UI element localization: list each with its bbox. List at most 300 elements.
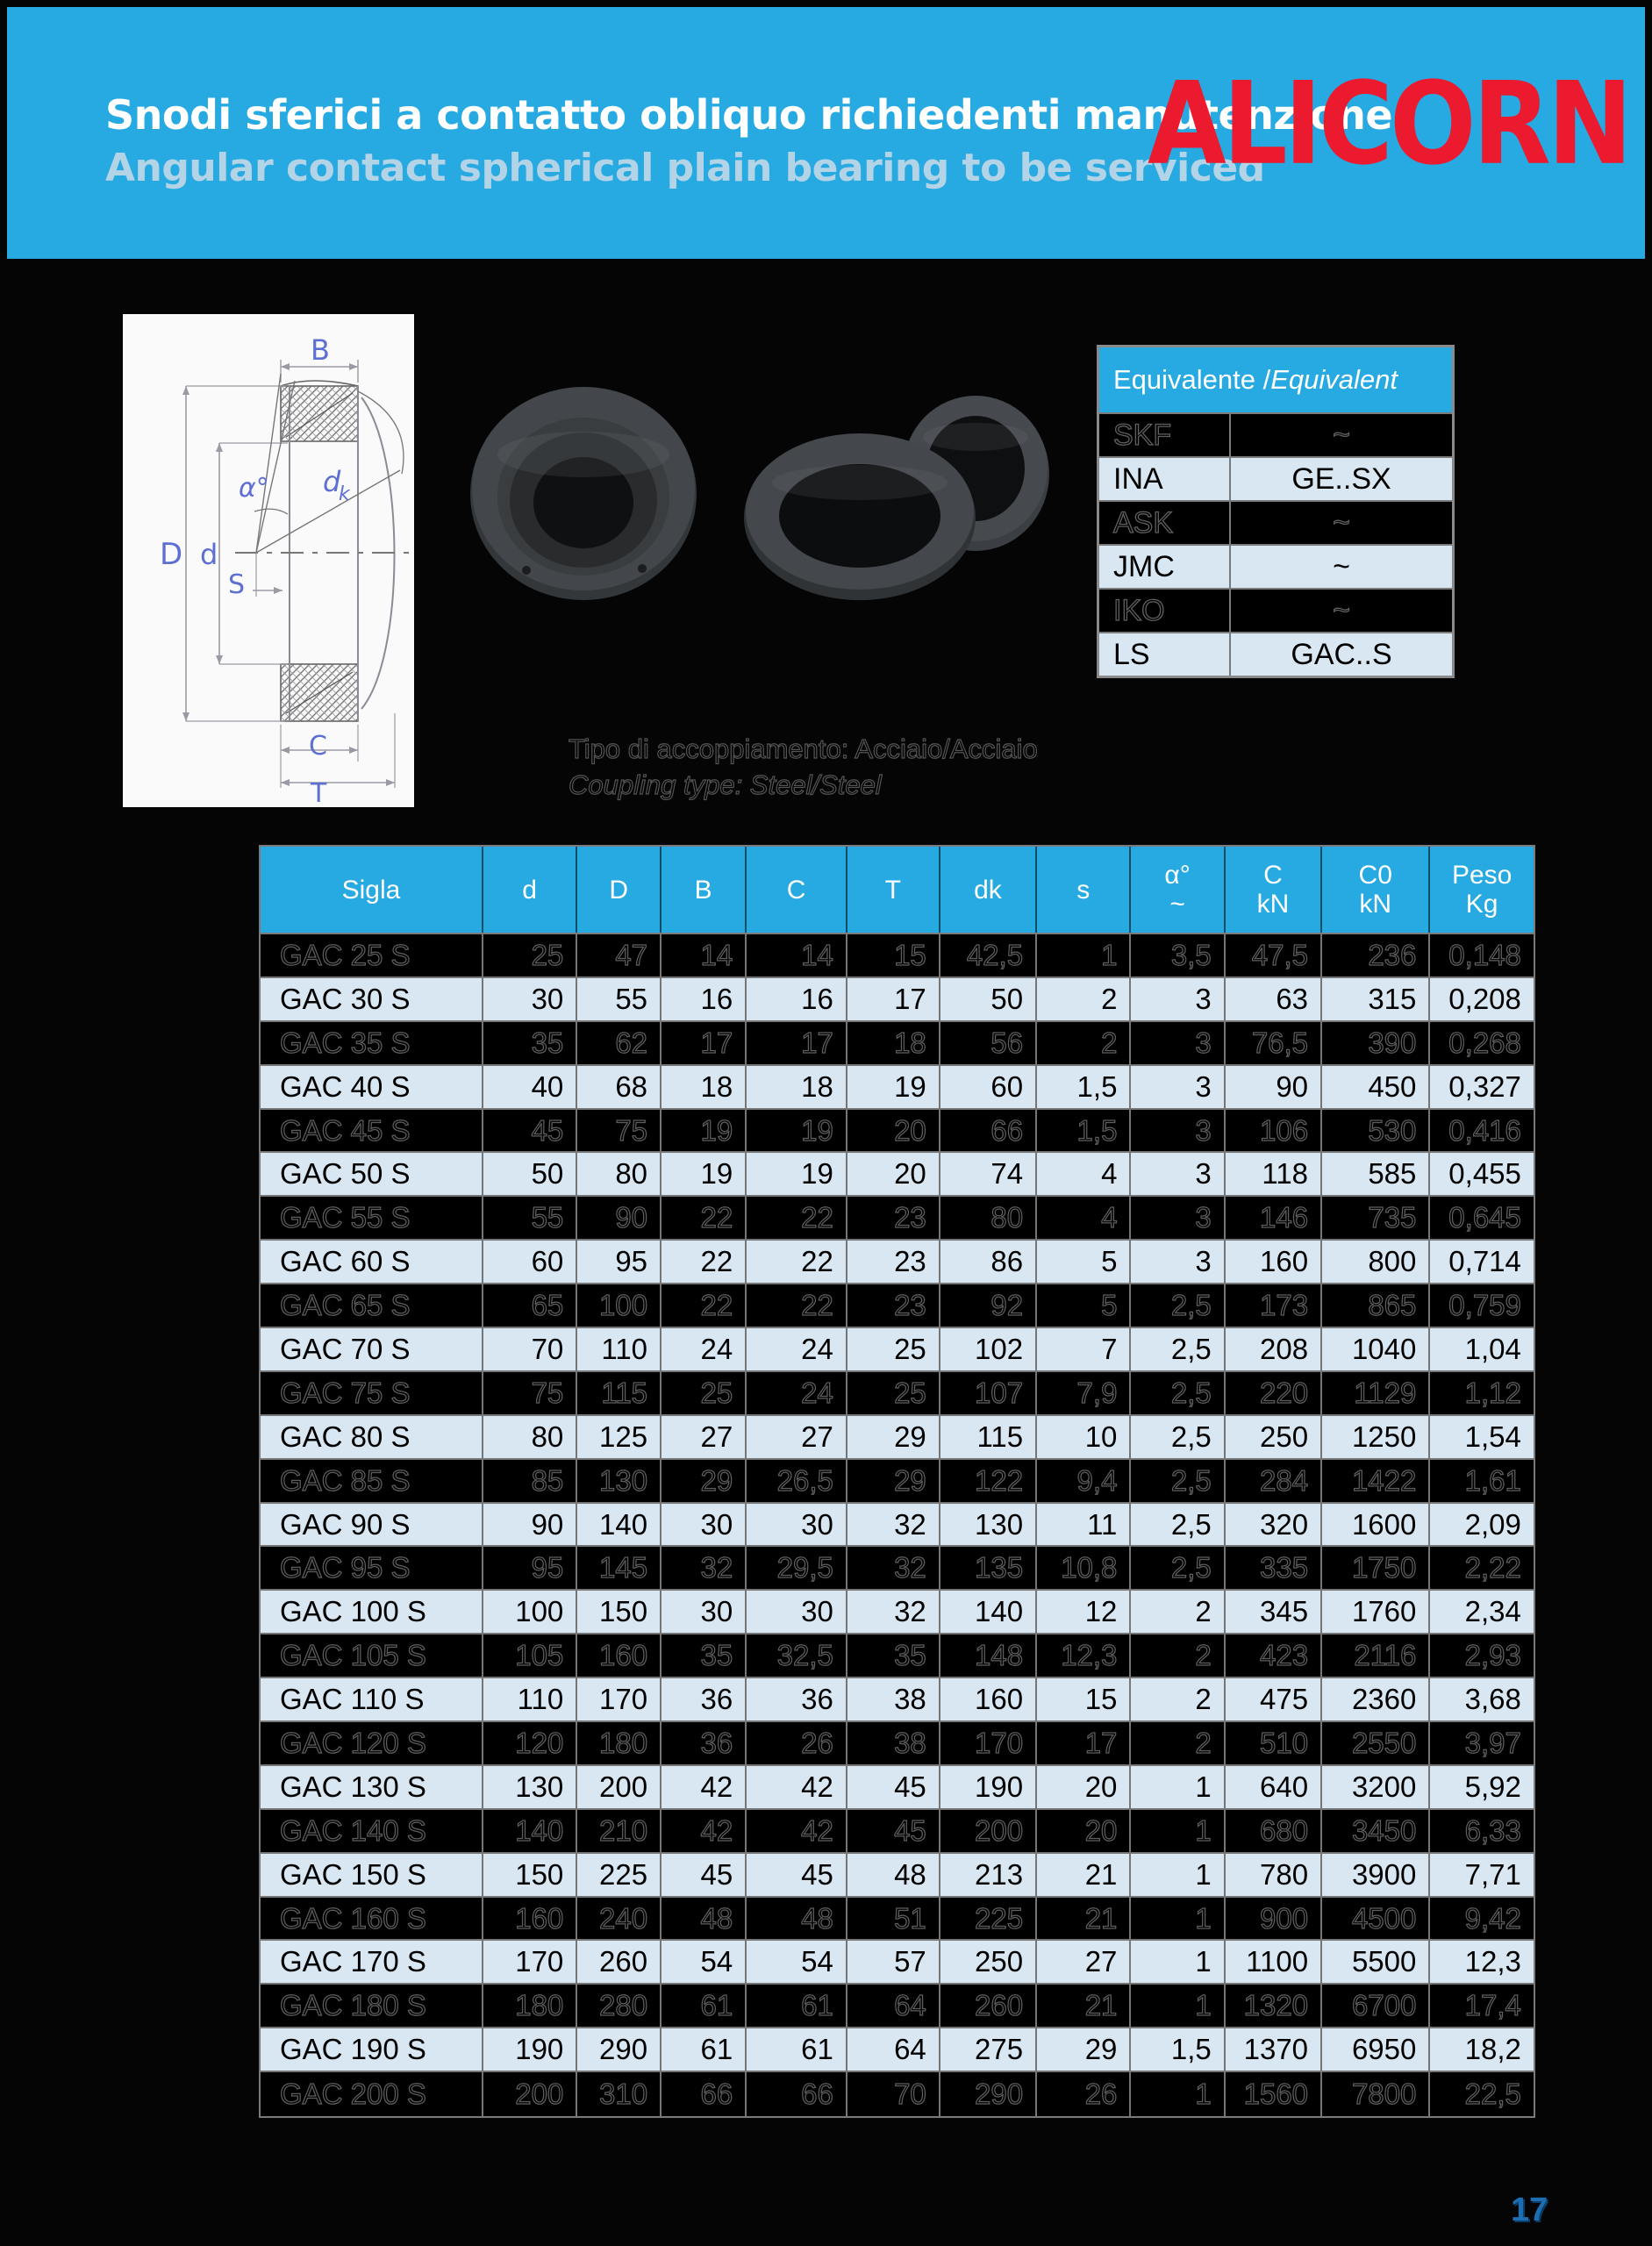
cell-D: 68 xyxy=(577,1066,662,1110)
cell-c-kn: 106 xyxy=(1226,1110,1322,1154)
cell-dk: 115 xyxy=(940,1416,1037,1460)
cell-d: 40 xyxy=(483,1066,577,1110)
brand-name: LS xyxy=(1099,633,1231,676)
cell-alpha: 2 xyxy=(1131,1634,1225,1678)
bearing-photo-rings xyxy=(744,396,1049,600)
cell-peso: 2,93 xyxy=(1430,1634,1534,1678)
dim-label-dk: d xyxy=(323,465,341,498)
cell-c-kn: 345 xyxy=(1226,1591,1322,1634)
cell-alpha: 1 xyxy=(1131,1985,1225,2028)
cell-B: 14 xyxy=(662,934,747,978)
technical-drawing xyxy=(123,314,414,807)
cell-s: 20 xyxy=(1037,1810,1131,1854)
coupling-type-english: Coupling type: Steel/Steel xyxy=(569,769,882,800)
column-header-alpha: α° ~ xyxy=(1131,847,1225,933)
table-row xyxy=(261,1504,1534,1548)
cell-dk: 107 xyxy=(940,1372,1037,1416)
cell-sigla: GAC 170 S xyxy=(261,1941,483,1985)
cell-sigla: GAC 50 S xyxy=(261,1153,483,1197)
cell-c-kn: 118 xyxy=(1226,1153,1322,1197)
table-row xyxy=(261,1241,1534,1284)
cell-d: 95 xyxy=(483,1547,577,1591)
table-row xyxy=(261,1153,1534,1197)
cell-alpha: 3 xyxy=(1131,1066,1225,1110)
cell-dk: 86 xyxy=(940,1241,1037,1284)
table-row xyxy=(261,1066,1534,1110)
cell-T: 29 xyxy=(847,1460,940,1504)
cell-c0-kn: 5500 xyxy=(1322,1941,1430,1985)
equivalent-code: ~ xyxy=(1333,549,1350,583)
cell-s: 12,3 xyxy=(1037,1634,1131,1678)
cell-d: 60 xyxy=(483,1241,577,1284)
table-row xyxy=(261,1722,1534,1766)
cell-C: 22 xyxy=(747,1241,847,1284)
cell-T: 51 xyxy=(847,1898,940,1942)
cell-d: 75 xyxy=(483,1372,577,1416)
cell-sigla: GAC 140 S xyxy=(261,1810,483,1854)
table-row xyxy=(261,978,1534,1022)
brand-name: INA xyxy=(1099,458,1231,500)
column-header-sigla: Sigla xyxy=(261,847,483,933)
cell-T: 48 xyxy=(847,1854,940,1898)
cell-peso: 0,327 xyxy=(1430,1066,1534,1110)
cell-B: 24 xyxy=(662,1328,747,1372)
cell-sigla: GAC 100 S xyxy=(261,1591,483,1634)
cell-s: 29 xyxy=(1037,2028,1131,2072)
cell-c-kn: 173 xyxy=(1226,1284,1322,1328)
cell-T: 64 xyxy=(847,2028,940,2072)
cell-B: 45 xyxy=(662,1854,747,1898)
cell-D: 170 xyxy=(577,1678,662,1722)
cell-c-kn: 423 xyxy=(1226,1634,1322,1678)
table-row xyxy=(261,1854,1534,1898)
table-row xyxy=(261,1022,1534,1066)
cell-alpha: 2 xyxy=(1131,1678,1225,1722)
cell-d: 70 xyxy=(483,1328,577,1372)
cell-alpha: 1 xyxy=(1131,2072,1225,2116)
cell-c-kn: 284 xyxy=(1226,1460,1322,1504)
cell-dk: 225 xyxy=(940,1898,1037,1942)
cell-c0-kn: 6950 xyxy=(1322,2028,1430,2072)
cell-peso: 5,92 xyxy=(1430,1766,1534,1810)
cell-s: 21 xyxy=(1037,1854,1131,1898)
cell-peso: 0,416 xyxy=(1430,1110,1534,1154)
cell-peso: 0,268 xyxy=(1430,1022,1534,1066)
cell-c-kn: 76,5 xyxy=(1226,1022,1322,1066)
cell-sigla: GAC 30 S xyxy=(261,978,483,1022)
cell-T: 45 xyxy=(847,1766,940,1810)
cell-D: 140 xyxy=(577,1504,662,1548)
cell-C: 42 xyxy=(747,1810,847,1854)
cell-C: 54 xyxy=(747,1941,847,1985)
cell-peso: 0,455 xyxy=(1430,1153,1534,1197)
cell-sigla: GAC 40 S xyxy=(261,1066,483,1110)
cell-c0-kn: 450 xyxy=(1322,1066,1430,1110)
cell-c-kn: 1560 xyxy=(1226,2072,1322,2116)
cell-C: 26,5 xyxy=(747,1460,847,1504)
table-row xyxy=(261,1678,1534,1722)
cell-T: 38 xyxy=(847,1678,940,1722)
cell-dk: 250 xyxy=(940,1941,1037,1985)
cell-T: 23 xyxy=(847,1284,940,1328)
cell-B: 66 xyxy=(662,2072,747,2116)
cell-T: 45 xyxy=(847,1810,940,1854)
cell-D: 62 xyxy=(577,1022,662,1066)
cell-D: 130 xyxy=(577,1460,662,1504)
cell-c-kn: 63 xyxy=(1226,978,1322,1022)
cell-D: 100 xyxy=(577,1284,662,1328)
page-title-english: Angular contact spherical plain bearing to be serviced xyxy=(105,146,1265,190)
column-header-c0-kn: C0 kN xyxy=(1322,847,1430,933)
cell-dk: 66 xyxy=(940,1110,1037,1154)
dim-label-T: T xyxy=(311,778,327,807)
cell-c0-kn: 1422 xyxy=(1322,1460,1430,1504)
cell-T: 19 xyxy=(847,1066,940,1110)
cell-s: 2 xyxy=(1037,1022,1131,1066)
cell-sigla: GAC 200 S xyxy=(261,2072,483,2116)
cell-s: 1,5 xyxy=(1037,1066,1131,1110)
cell-C: 29,5 xyxy=(747,1547,847,1591)
cell-peso: 1,61 xyxy=(1430,1460,1534,1504)
cell-sigla: GAC 110 S xyxy=(261,1678,483,1722)
cell-B: 27 xyxy=(662,1416,747,1460)
equivalence-row xyxy=(1099,412,1452,456)
cell-peso: 6,33 xyxy=(1430,1810,1534,1854)
cell-dk: 60 xyxy=(940,1066,1037,1110)
cell-s: 11 xyxy=(1037,1504,1131,1548)
cell-d: 45 xyxy=(483,1110,577,1154)
cell-C: 30 xyxy=(747,1504,847,1548)
cell-d: 140 xyxy=(483,1810,577,1854)
cell-d: 90 xyxy=(483,1504,577,1548)
cell-sigla: GAC 65 S xyxy=(261,1284,483,1328)
cell-peso: 22,5 xyxy=(1464,2078,1521,2111)
cell-D: 280 xyxy=(577,1985,662,2028)
cell-c-kn: 640 xyxy=(1226,1766,1322,1810)
cell-alpha: 1 xyxy=(1131,1941,1225,1985)
cell-B: 42 xyxy=(662,1766,747,1810)
cell-dk: 80 xyxy=(940,1197,1037,1241)
cell-d: 65 xyxy=(483,1284,577,1328)
cell-D: 180 xyxy=(577,1722,662,1766)
cell-sigla: GAC 150 S xyxy=(261,1854,483,1898)
cell-peso: 0,714 xyxy=(1430,1241,1534,1284)
cell-D: 160 xyxy=(577,1634,662,1678)
cell-alpha: 2,5 xyxy=(1131,1284,1225,1328)
cell-s: 17 xyxy=(1037,1722,1131,1766)
dimensions-table xyxy=(259,845,1535,2118)
cell-c-kn: 1320 xyxy=(1226,1985,1322,2028)
cell-alpha: 1 xyxy=(1131,1766,1225,1810)
cell-C: 19 xyxy=(747,1110,847,1154)
equivalence-row xyxy=(1099,588,1452,632)
cell-peso: 2,09 xyxy=(1430,1504,1534,1548)
cell-sigla: GAC 180 S xyxy=(261,1985,483,2028)
cell-C: 22 xyxy=(747,1284,847,1328)
cell-s: 1 xyxy=(1037,934,1131,978)
cell-s: 5 xyxy=(1037,1284,1131,1328)
cell-s: 21 xyxy=(1037,1898,1131,1942)
cell-D: 210 xyxy=(577,1810,662,1854)
cell-c0-kn: 585 xyxy=(1322,1153,1430,1197)
brand-name: ASK xyxy=(1099,502,1231,544)
column-header-B: B xyxy=(662,847,747,933)
cell-d: 85 xyxy=(483,1460,577,1504)
equivalent-code: GE..SX xyxy=(1291,461,1391,496)
cell-sigla: GAC 45 S xyxy=(261,1110,483,1154)
cell-alpha: 3 xyxy=(1131,978,1225,1022)
cell-c-kn: 160 xyxy=(1226,1241,1322,1284)
cell-s: 15 xyxy=(1037,1678,1131,1722)
cell-sigla: GAC 120 S xyxy=(261,1722,483,1766)
table-row xyxy=(261,1197,1534,1241)
cell-s: 4 xyxy=(1037,1153,1131,1197)
column-header-s: s xyxy=(1037,847,1131,933)
cell-B: 61 xyxy=(662,1985,747,2028)
cell-B: 61 xyxy=(662,2028,747,2072)
cell-T: 64 xyxy=(847,1985,940,2028)
cell-c-kn: 780 xyxy=(1226,1854,1322,1898)
cell-T: 57 xyxy=(847,1941,940,1985)
cell-sigla: GAC 60 S xyxy=(261,1241,483,1284)
cell-d: 190 xyxy=(483,2028,577,2072)
cell-peso: 9,42 xyxy=(1430,1898,1534,1942)
cell-dk: 74 xyxy=(940,1153,1037,1197)
cell-sigla: GAC 25 S xyxy=(261,934,483,978)
cell-T: 20 xyxy=(847,1110,940,1154)
cell-D: 240 xyxy=(577,1898,662,1942)
cell-d: 55 xyxy=(483,1197,577,1241)
cell-alpha: 1 xyxy=(1131,1810,1225,1854)
cell-peso: 3,68 xyxy=(1430,1678,1534,1722)
cell-C: 32,5 xyxy=(747,1634,847,1678)
column-header-d: d xyxy=(483,847,577,933)
alicorn-logo: ALICORN xyxy=(1148,57,1629,191)
brand-name: IKO xyxy=(1099,590,1231,632)
cell-C: 18 xyxy=(747,1066,847,1110)
equivalence-title xyxy=(1099,347,1452,412)
cell-s: 7,9 xyxy=(1037,1372,1131,1416)
cell-s: 12 xyxy=(1037,1591,1131,1634)
cell-C: 61 xyxy=(747,1985,847,2028)
cell-c0-kn: 735 xyxy=(1322,1197,1430,1241)
cell-c-kn: 146 xyxy=(1226,1197,1322,1241)
cell-dk: 135 xyxy=(940,1547,1037,1591)
cell-c0-kn: 865 xyxy=(1322,1284,1430,1328)
cell-D: 310 xyxy=(577,2072,662,2116)
table-row xyxy=(261,1547,1534,1591)
cell-T: 25 xyxy=(847,1328,940,1372)
cell-B: 22 xyxy=(662,1197,747,1241)
table-header-row xyxy=(261,847,1534,934)
cell-T: 20 xyxy=(847,1153,940,1197)
cell-c0-kn: 1760 xyxy=(1322,1591,1430,1634)
cell-dk: 140 xyxy=(940,1591,1037,1634)
cell-B: 48 xyxy=(662,1898,747,1942)
cell-alpha: 2,5 xyxy=(1131,1547,1225,1591)
cell-d: 25 xyxy=(483,934,577,978)
cell-dk: 122 xyxy=(940,1460,1037,1504)
cell-d: 105 xyxy=(483,1634,577,1678)
cell-dk: 102 xyxy=(940,1328,1037,1372)
cell-c0-kn: 7800 xyxy=(1322,2072,1430,2116)
cell-s: 10,8 xyxy=(1037,1547,1131,1591)
cell-peso: 2,34 xyxy=(1430,1591,1534,1634)
equivalence-title-en: Equivalent xyxy=(1270,364,1398,395)
cell-D: 75 xyxy=(577,1110,662,1154)
cell-alpha: 1 xyxy=(1131,1854,1225,1898)
cell-d: 50 xyxy=(483,1153,577,1197)
cell-alpha: 3 xyxy=(1131,1022,1225,1066)
cell-B: 18 xyxy=(662,1066,747,1110)
table-row xyxy=(261,1766,1534,1810)
brand-name: SKF xyxy=(1099,414,1231,456)
bearing-photos xyxy=(439,368,1088,632)
cell-T: 23 xyxy=(847,1241,940,1284)
cell-T: 29 xyxy=(847,1416,940,1460)
cell-c0-kn: 800 xyxy=(1322,1241,1430,1284)
column-header-D: D xyxy=(577,847,662,933)
cell-sigla: GAC 90 S xyxy=(261,1504,483,1548)
column-header-c-kn: C kN xyxy=(1226,847,1322,933)
cell-alpha: 2,5 xyxy=(1131,1372,1225,1416)
equivalence-body xyxy=(1099,412,1452,676)
cell-c0-kn: 1040 xyxy=(1322,1328,1430,1372)
cell-s: 2 xyxy=(1037,978,1131,1022)
cell-c0-kn: 1750 xyxy=(1322,1547,1430,1591)
cell-s: 4 xyxy=(1037,1197,1131,1241)
cell-C: 27 xyxy=(747,1416,847,1460)
column-header-T: T xyxy=(847,847,940,933)
cell-dk: 148 xyxy=(940,1634,1037,1678)
cell-sigla: GAC 190 S xyxy=(261,2028,483,2072)
cell-c0-kn: 2360 xyxy=(1322,1678,1430,1722)
cell-T: 35 xyxy=(847,1634,940,1678)
cell-s: 26 xyxy=(1037,2072,1131,2116)
table-row xyxy=(261,934,1534,978)
cell-peso: 12,3 xyxy=(1430,1941,1534,1985)
cell-dk: 290 xyxy=(940,2072,1037,2116)
cell-alpha: 2,5 xyxy=(1131,1416,1225,1460)
cell-d: 80 xyxy=(483,1416,577,1460)
equivalence-row xyxy=(1099,500,1452,544)
cell-c-kn: 335 xyxy=(1226,1547,1322,1591)
table-body xyxy=(261,934,1534,2116)
cell-B: 30 xyxy=(662,1591,747,1634)
cell-dk: 200 xyxy=(940,1810,1037,1854)
cell-B: 19 xyxy=(662,1153,747,1197)
bearing-photo-assembled xyxy=(470,387,697,600)
cell-peso: 0,759 xyxy=(1430,1284,1534,1328)
cell-c-kn: 475 xyxy=(1226,1678,1322,1722)
cell-B: 42 xyxy=(662,1810,747,1854)
table-row xyxy=(261,2072,1534,2116)
cell-c0-kn: 1250 xyxy=(1322,1416,1430,1460)
equivalent-code: GAC..S xyxy=(1291,637,1392,671)
cell-c0-kn: 1600 xyxy=(1322,1504,1430,1548)
cell-peso: 0,208 xyxy=(1430,978,1534,1022)
cell-dk: 50 xyxy=(940,978,1037,1022)
cell-d: 120 xyxy=(483,1722,577,1766)
dim-label-C: C xyxy=(309,731,327,762)
cell-c0-kn: 6700 xyxy=(1322,1985,1430,2028)
dim-label-dk-sub: k xyxy=(339,483,350,505)
equivalence-title-it: Equivalente / xyxy=(1113,364,1271,395)
cell-d: 130 xyxy=(483,1766,577,1810)
cell-c-kn: 208 xyxy=(1226,1328,1322,1372)
cell-c0-kn: 3200 xyxy=(1322,1766,1430,1810)
cell-alpha: 2,5 xyxy=(1131,1504,1225,1548)
dim-label-D: D xyxy=(160,537,183,572)
cell-c0-kn: 2550 xyxy=(1322,1722,1430,1766)
cell-alpha: 3 xyxy=(1131,1241,1225,1284)
cell-dk: 190 xyxy=(940,1766,1037,1810)
coupling-type-caption xyxy=(569,731,1038,803)
cell-C: 61 xyxy=(747,2028,847,2072)
cell-D: 55 xyxy=(577,978,662,1022)
table-row xyxy=(261,1372,1534,1416)
table-row xyxy=(261,1416,1534,1460)
cell-peso: 2,22 xyxy=(1430,1547,1534,1591)
dim-label-alpha: α° xyxy=(239,473,269,504)
cell-s: 27 xyxy=(1037,1941,1131,1985)
cell-c0-kn: 3450 xyxy=(1322,1810,1430,1854)
cell-B: 32 xyxy=(662,1547,747,1591)
cell-T: 38 xyxy=(847,1722,940,1766)
cell-B: 25 xyxy=(662,1372,747,1416)
cell-C: 36 xyxy=(747,1678,847,1722)
dim-label-S: S xyxy=(228,569,246,600)
cell-c-kn: 900 xyxy=(1226,1898,1322,1942)
cell-sigla: GAC 95 S xyxy=(261,1547,483,1591)
cell-peso: 1,04 xyxy=(1430,1328,1534,1372)
cell-D: 115 xyxy=(577,1372,662,1416)
cell-peso: 0,645 xyxy=(1430,1197,1534,1241)
cell-c-kn: 250 xyxy=(1226,1416,1322,1460)
cell-C: 17 xyxy=(747,1022,847,1066)
cell-dk: 56 xyxy=(940,1022,1037,1066)
equivalence-row xyxy=(1099,544,1452,588)
cell-c0-kn: 2116 xyxy=(1322,1634,1430,1678)
cell-c-kn: 1100 xyxy=(1226,1941,1322,1985)
cell-D: 80 xyxy=(577,1153,662,1197)
table-row xyxy=(261,2028,1534,2072)
cell-s: 10 xyxy=(1037,1416,1131,1460)
cell-T: 23 xyxy=(847,1197,940,1241)
equivalent-code: ~ xyxy=(1333,418,1350,452)
table-row xyxy=(261,1898,1534,1942)
cell-peso: 3,97 xyxy=(1430,1722,1534,1766)
cell-d: 180 xyxy=(483,1985,577,2028)
table-row xyxy=(261,1110,1534,1154)
equivalent-code: ~ xyxy=(1333,593,1350,627)
table-row xyxy=(261,1985,1534,2028)
table-row xyxy=(261,1328,1534,1372)
table-row xyxy=(261,1810,1534,1854)
cell-C: 48 xyxy=(747,1898,847,1942)
cell-dk: 275 xyxy=(940,2028,1037,2072)
cell-D: 90 xyxy=(577,1197,662,1241)
cell-C: 22 xyxy=(747,1197,847,1241)
cell-sigla: GAC 80 S xyxy=(261,1416,483,1460)
cell-B: 19 xyxy=(662,1110,747,1154)
cell-T: 32 xyxy=(847,1504,940,1548)
cell-peso: 17,4 xyxy=(1430,1985,1534,2028)
table-row xyxy=(261,1634,1534,1678)
cell-alpha: 1 xyxy=(1131,1898,1225,1942)
cell-c-kn: 90 xyxy=(1226,1066,1322,1110)
cell-B: 17 xyxy=(662,1022,747,1066)
